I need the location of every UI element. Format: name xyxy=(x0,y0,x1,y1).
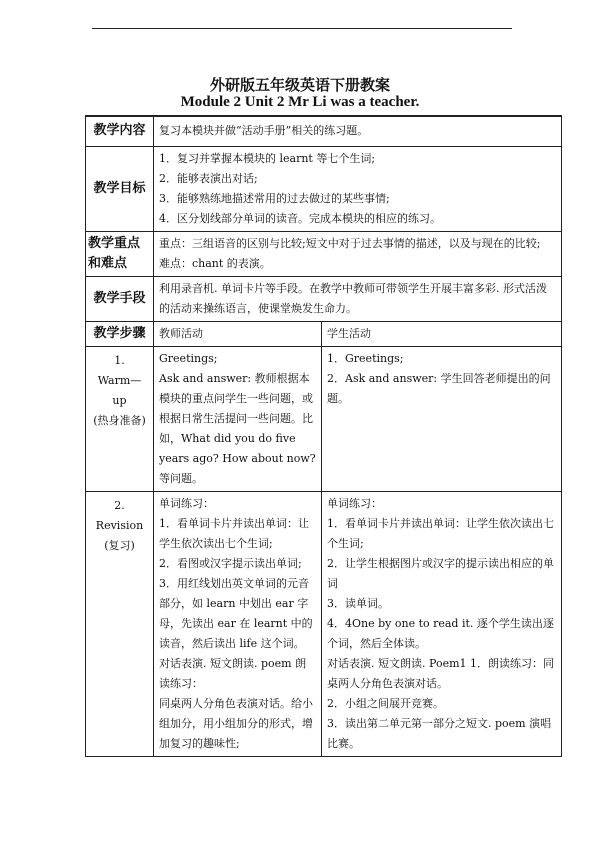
key-point-line: 难点：chant 的表演。 xyxy=(159,256,271,270)
label-goals: 教学目标 xyxy=(86,146,154,231)
teacher-line: 3．用红线划出英文单词的元音部分，如 learn 中划出 ear 字母，先读出 ear 在 learnt 中的读音，然后读出 life 这个词。 xyxy=(159,576,313,650)
goal-line: 3．能够熟练地描述常用的过去做过的某些事情; xyxy=(159,191,390,205)
warmup-student-cell xyxy=(322,346,562,491)
student-line: 4．4One by one to read it. 逐个学生读出逐个词，然后全体读。 xyxy=(327,616,554,650)
teacher-line: 1．看单词卡片并读出单词：让学生依次读出七个生词; xyxy=(159,516,309,550)
student-line: 1．看单词卡片并读出单词：让学生依次读出七个生词; xyxy=(327,516,554,550)
student-activity-header: 学生活动 xyxy=(322,321,562,346)
step-name-cn: (热身准备) xyxy=(93,413,146,427)
lesson-plan-table xyxy=(85,115,562,757)
warmup-teacher-cell xyxy=(154,346,322,491)
key-point-line: 重点：三组语音的区别与比较;短文中对于过去事情的描述，以及与现在的比较; xyxy=(159,236,541,250)
student-line: 3．读单词。 xyxy=(327,596,389,610)
step-warmup xyxy=(86,346,154,491)
student-line: 2．让学生根据图片或汉字的提示读出相应的单词 xyxy=(327,556,554,590)
label-key-line1: 教学重点 xyxy=(88,235,141,251)
student-line: 2．Ask and answer: 学生回答老师提出的问题。 xyxy=(327,371,551,405)
label-content: 教学内容 xyxy=(86,116,154,146)
student-line: 3．读出第二单元第一部分之短文. poem 演唱比赛。 xyxy=(327,716,552,750)
revision-teacher-cell xyxy=(154,491,322,756)
header-rule xyxy=(92,28,512,29)
teacher-line: 同桌两人分角色表演对话。给小组加分，用小组加分的形式，增加复习的趣味性; xyxy=(159,696,313,750)
document-title: 外研版五年级英语下册教案 xyxy=(209,76,390,94)
teacher-activity-header: 教师活动 xyxy=(154,321,322,346)
revision-student-cell xyxy=(322,491,562,756)
label-key-line2: 和难点 xyxy=(88,255,128,271)
goals-cell xyxy=(154,146,562,231)
step-number: 2. xyxy=(114,498,125,512)
step-number: 1. xyxy=(114,353,125,367)
row-goals xyxy=(86,146,562,231)
teacher-line: 对话表演. 短文朗读. poem 朗读练习： xyxy=(159,656,307,690)
row-revision xyxy=(86,491,562,756)
document-subtitle: Module 2 Unit 2 Mr Li was a teacher. xyxy=(180,94,420,110)
step-name-cn: (复习) xyxy=(104,538,135,552)
goal-line: 1．复习并掌握本模块的 learnt 等七个生词; xyxy=(159,151,376,165)
label-means: 教学手段 xyxy=(86,276,154,321)
label-key-points xyxy=(86,231,154,276)
row-content xyxy=(86,116,562,146)
key-points-cell xyxy=(154,231,562,276)
student-line: 单词练习： xyxy=(327,496,382,510)
teacher-line: Greetings; xyxy=(159,351,218,365)
goal-line: 4．区分划线部分单词的读音。完成本模块的相应的练习。 xyxy=(159,211,441,225)
student-line: 1．Greetings; xyxy=(327,351,404,365)
step-name: Warm—up xyxy=(97,373,142,407)
label-steps: 教学步骤 xyxy=(86,321,154,346)
means-text: 利用录音机. 单词卡片等手段。在教学中教师可带领学生开展丰富多彩. 形式活泼的活动来操练语言，使课堂焕发生命力。 xyxy=(154,276,562,321)
row-means xyxy=(86,276,562,321)
step-name: Revision xyxy=(95,518,144,532)
row-steps-header xyxy=(86,321,562,346)
teacher-line: Ask and answer: 教师根据本模块的重点问学生一些问题，或根据日常生活提问一些问题。比如，What did you do five years ago? How about now? 等问题。 xyxy=(159,371,316,485)
teacher-line: 单词练习： xyxy=(159,496,214,510)
goal-line: 2．能够表演出对话; xyxy=(159,171,258,185)
student-line: 2．小组之间展开竞赛。 xyxy=(327,696,444,710)
step-revision xyxy=(86,491,154,756)
row-key-points xyxy=(86,231,562,276)
student-line: 对话表演. 短文朗读. Poem1 1．朗读练习：同桌两人分角色表演对话。 xyxy=(327,656,554,690)
row-warmup xyxy=(86,346,562,491)
teacher-line: 2．看图或汉字提示读出单词; xyxy=(159,556,302,570)
content-text: 复习本模块并做“活动手册”相关的练习题。 xyxy=(154,116,562,146)
